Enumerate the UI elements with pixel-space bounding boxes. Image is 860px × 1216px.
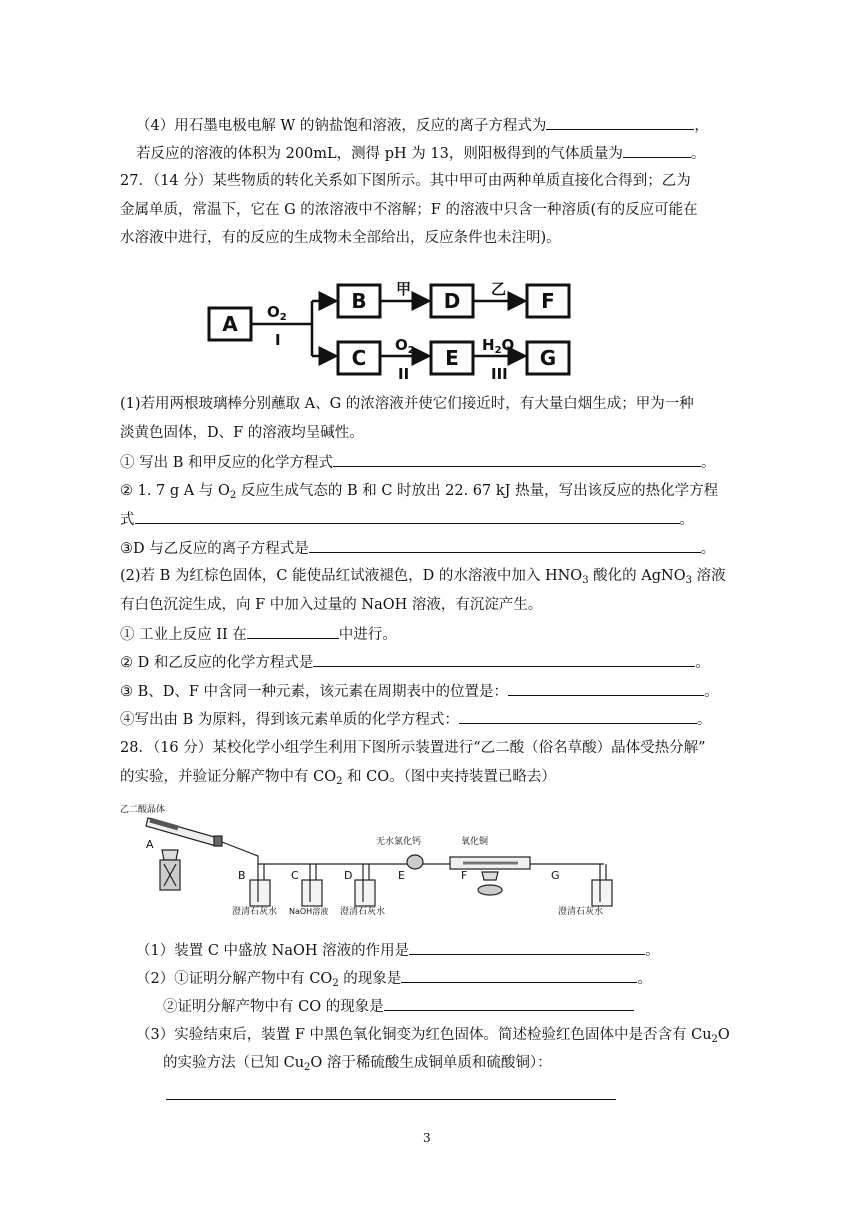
q27-header: 27．（14 分）某些物质的转化关系如下图所示。其中甲可由两种单质直接化合得到；乙为: [120, 173, 691, 189]
label-o2-c: $O_2$: [395, 336, 415, 356]
punct: 。: [704, 684, 719, 700]
label-C: C: [291, 869, 299, 882]
answer-blank[interactable]: [409, 940, 645, 955]
question-text: 和 CO。（图中夹持装置已略去）: [342, 769, 556, 785]
question-text: ① 工业上反应 II 在: [120, 627, 247, 643]
answer-blank[interactable]: [333, 452, 701, 467]
label-jia: 甲: [396, 280, 412, 298]
q27-part2-q1: [120, 624, 397, 645]
label-limewater-b: 澄清石灰水: [232, 907, 278, 917]
label-step-3: III: [491, 365, 508, 383]
box-B: B: [351, 289, 367, 313]
question-text: 的现象是: [338, 971, 402, 987]
q27-part1-q1: [120, 452, 715, 473]
question-text: 的实验方法（已知 Cu: [163, 1055, 305, 1071]
q26-text: （4）用石墨电极电解 W 的钠盐饱和溶液，反应的离子方程式为: [136, 118, 547, 134]
q27-header-3: 水溶液中进行，有的反应的生成物未全部给出，反应条件也未注明)。: [120, 230, 561, 246]
answer-blank[interactable]: [135, 509, 680, 524]
label-o2: $O_2$: [267, 303, 287, 323]
label-E: E: [398, 869, 405, 882]
label-step-2: II: [398, 365, 410, 383]
q28-q3a: [136, 1025, 730, 1045]
q26-line-2: [136, 143, 705, 164]
q27-part2-q2: [120, 652, 710, 673]
box-G: G: [539, 346, 557, 370]
q27-part2-q3: [120, 681, 719, 702]
q28-q2a: [136, 968, 652, 989]
question-text: 溶液: [691, 568, 726, 584]
question-text: ② D 和乙反应的化学方程式是: [120, 655, 314, 671]
question-text: 反应生成气态的 B 和 C 时放出 22. 67 kJ 热量，写出该反应的热化学方程: [236, 483, 719, 499]
label-F: F: [461, 869, 468, 882]
subscript: 2: [336, 776, 343, 787]
subscript: 2: [332, 978, 339, 989]
answer-blank[interactable]: [247, 624, 339, 639]
label-h2o: $H_2O$: [482, 336, 515, 356]
question-text: ②证明分解产物中有 CO 的现象是: [163, 999, 384, 1015]
box-F: F: [541, 289, 555, 313]
label-limewater-d: 澄清石灰水: [340, 907, 386, 917]
question-text: (2)若 B 为红棕色固体，C 能使品红试液褪色，D 的水溶液中加入 HNO: [120, 568, 583, 584]
question-text: ② 1. 7 g A 与 O: [120, 483, 230, 499]
label-cuo: 氧化铜: [461, 837, 489, 847]
question-text: （3）实验结束后，装置 F 中黑色氧化铜变为红色固体。简述检验红色固体中是否含有 Cu: [136, 1027, 712, 1043]
q28-q3b: [163, 1053, 552, 1073]
box-D: D: [443, 289, 461, 313]
subscript: 2: [304, 1062, 311, 1073]
question-text: 中进行。: [338, 627, 397, 643]
question-text: ④写出由 B 为原料，得到该元素单质的化学方程式：: [120, 712, 459, 728]
q26-line-1: [136, 115, 709, 136]
q28-answer-line[interactable]: [166, 1099, 616, 1100]
box-C: C: [351, 346, 367, 370]
label-cacl2: 无水氯化钙: [376, 837, 422, 847]
box-A: A: [222, 312, 238, 336]
q27-part1-text-2: 淡黄色固体，D、F 的溶液均呈碱性。: [120, 425, 364, 441]
answer-blank[interactable]: [384, 996, 634, 1011]
q28-q2b: [163, 996, 634, 1017]
q27-part2-text: [120, 566, 726, 586]
punct: 。: [696, 712, 712, 728]
question-text: 式: [120, 512, 135, 528]
punct: 。: [700, 455, 716, 471]
q27-part1-q2: [120, 481, 718, 501]
box-E: E: [445, 346, 459, 370]
punct: 。: [700, 541, 716, 557]
page-number: 3: [423, 1131, 431, 1145]
conversion-diagram: [200, 270, 590, 388]
q27-header-2: 金属单质，常温下，它在 G 的浓溶液中不溶解；F 的溶液中只含一种溶质(有的反应可能在: [120, 202, 698, 218]
label-B: B: [238, 869, 246, 882]
q27-part2-q4: [120, 709, 711, 730]
question-text: O: [717, 1027, 730, 1043]
answer-blank[interactable]: [508, 681, 704, 696]
punct: 。: [637, 971, 652, 987]
label-crystal: 乙二酸晶体: [120, 805, 166, 815]
subscript: 2: [229, 490, 237, 501]
answer-blank[interactable]: [459, 709, 697, 724]
subscript: 3: [582, 575, 589, 586]
question-text: O 溶于稀硫酸生成铜单质和硫酸铜）：: [310, 1055, 552, 1071]
subscript: 2: [711, 1034, 718, 1045]
punct: 。: [695, 655, 710, 671]
question-text: （2）①证明分解产物中有 CO: [136, 971, 333, 987]
answer-blank[interactable]: [313, 652, 695, 667]
label-G: G: [551, 869, 560, 882]
label-naoh: NaOH溶液: [289, 907, 329, 916]
question-text: 酸化的 AgNO: [588, 568, 686, 584]
q26-punct: ，: [694, 118, 709, 134]
q28-header: 28．（16 分）某校化学小组学生利用下图所示装置进行“乙二酸（俗名草酸）晶体受热分解”: [120, 740, 706, 756]
question-text: 的实验，并验证分解产物中有 CO: [120, 769, 337, 785]
q27-part1-q2-cont: [120, 509, 694, 530]
answer-blank[interactable]: [401, 968, 637, 983]
punct: 。: [645, 943, 660, 959]
apparatus-lines: [146, 818, 612, 906]
q28-q1: [136, 940, 660, 961]
question-text: ③D 与乙反应的离子方程式是: [120, 541, 309, 557]
answer-blank[interactable]: [546, 115, 694, 130]
apparatus-diagram: [118, 800, 618, 918]
q27-part1-q3: [120, 538, 715, 559]
answer-blank[interactable]: [623, 143, 691, 158]
q27-part2-text-2: 有白色沉淀生成，向 F 中加入过量的 NaOH 溶液，有沉淀产生。: [120, 597, 543, 613]
label-D: D: [344, 869, 353, 882]
label-limewater-g: 澄清石灰水: [558, 907, 604, 917]
question-text: （1）装置 C 中盛放 NaOH 溶液的作用是: [136, 943, 410, 959]
label-step-1: I: [275, 331, 281, 349]
q28-header-2: [120, 767, 556, 787]
label-A: A: [146, 838, 154, 851]
q26-text: 若反应的溶液的体积为 200mL，测得 pH 为 13，则阳极得到的气体质量为: [136, 146, 623, 162]
answer-blank[interactable]: [309, 538, 701, 553]
subscript: 3: [685, 575, 692, 586]
q27-part1-text: (1)若用两根玻璃棒分别蘸取 A、G 的浓溶液并使它们接近时，有大量白烟生成；甲为一种: [120, 396, 694, 412]
question-text: ① 写出 B 和甲反应的化学方程式: [120, 455, 333, 471]
question-text: ③ B、D、F 中含同一种元素，该元素在周期表中的位置是：: [120, 684, 509, 700]
punct: 。: [679, 512, 694, 528]
q26-punct: 。: [690, 146, 706, 162]
label-yi: 乙: [491, 280, 507, 298]
